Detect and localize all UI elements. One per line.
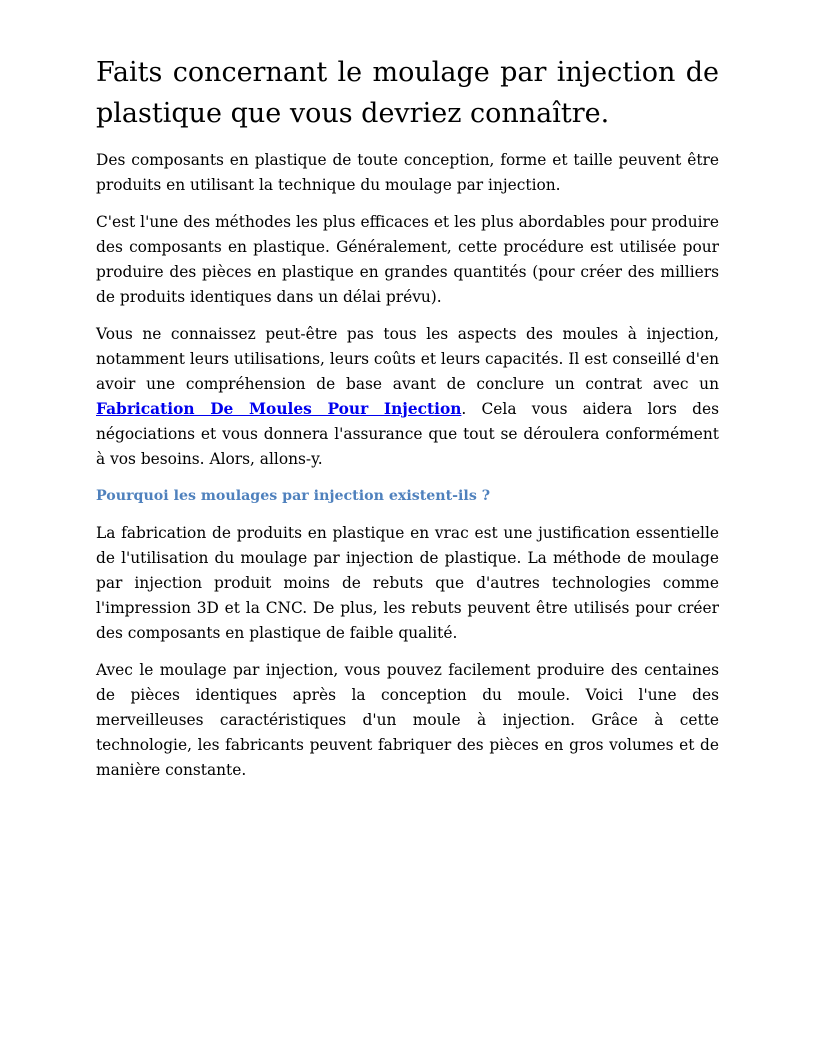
document-title: Faits concernant le moulage par injection de plastique que vous devriez connaître. — [96, 57, 719, 129]
identical-parts-paragraph: Avec le moulage par injection, vous pouvez facilement produire des centaines de pièces identiques après la conception du moule. Voici l'une des merveilleuses caractéristiques d'un moule à injection. Grâce à cette technologie, les fabricants peuvent fabriquer des pièces en gros volumes et de manière constante. — [96, 661, 719, 779]
mold-fabrication-link[interactable]: Fabrication De Moules Pour Injection — [96, 400, 462, 418]
contract-paragraph-start: Vous ne connaissez peut-être pas tous les aspects des moules à injection, notamment leurs utilisations, leurs coûts et leurs capacités. Il est conseillé d'en avoir une compréhension de base avant de conclure un contrat avec un — [96, 325, 719, 393]
contract-paragraph — [96, 322, 719, 472]
contract-paragraph-end: . Cela vous aidera lors des négociations et vous donnera l'assurance que tout se déroulera conformément à vos besoins. Alors, allons-y. — [96, 400, 719, 468]
document-page — [96, 52, 719, 795]
section-heading: Pourquoi les moulages par injection existent-ils ? — [96, 488, 491, 504]
intro-paragraph: Des composants en plastique de toute conception, forme et taille peuvent être produits en utilisant la technique du moulage par injection. — [96, 151, 719, 194]
methods-paragraph: C'est l'une des méthodes les plus efficaces et les plus abordables pour produire des composants en plastique. Généralement, cette procédure est utilisée pour produire des pièces en plastique en grandes quantités (pour créer des milliers de produits identiques dans un délai prévu). — [96, 213, 719, 306]
bulk-production-paragraph: La fabrication de produits en plastique en vrac est une justification essentielle de l'utilisation du moulage par injection de plastique. La méthode de moulage par injection produit moins de rebuts que d'autres technologies comme l'impression 3D et la CNC. De plus, les rebuts peuvent être utilisés pour créer des composants en plastique de faible qualité. — [96, 524, 719, 642]
